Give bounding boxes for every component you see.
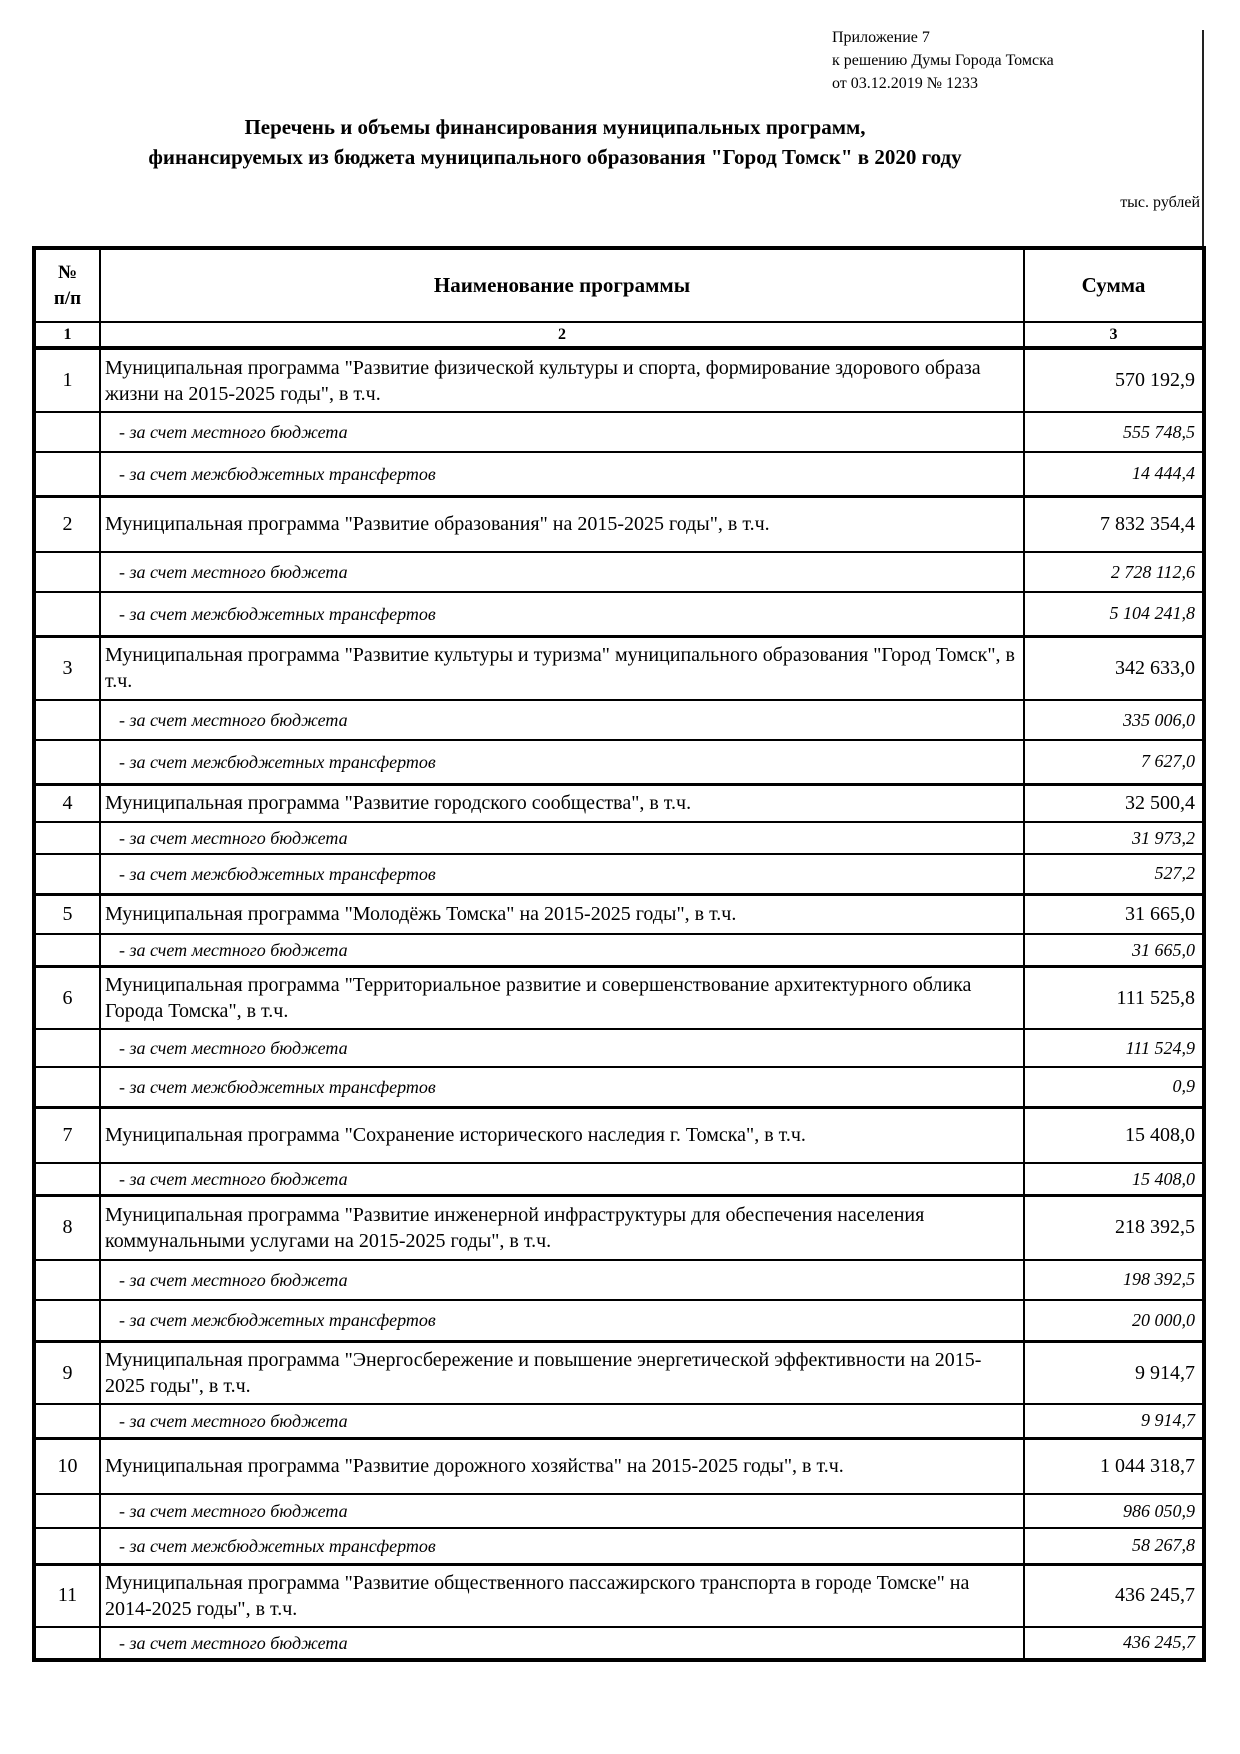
- amount-value: 7 627,0: [1024, 740, 1204, 784]
- row-number: 6: [34, 967, 100, 1030]
- funding-source-label: - за счет местного бюджета: [100, 700, 1024, 740]
- row-number: [34, 412, 100, 452]
- amount-value: 7 832 354,4: [1024, 496, 1204, 552]
- row-number: [34, 822, 100, 854]
- funding-source-label: - за счет местного бюджета: [100, 822, 1024, 854]
- program-name: Муниципальная программа "Развитие физической культуры и спорта, формирование здорового образа жизни на 2015-2025 годы", в т.ч.: [100, 348, 1024, 412]
- header-sum: Сумма: [1024, 248, 1204, 322]
- amount-value: 15 408,0: [1024, 1107, 1204, 1163]
- appendix-line-2: к решению Думы Города Томска: [832, 52, 1054, 69]
- program-name: Муниципальная программа "Развитие городского сообщества", в т.ч.: [100, 784, 1024, 822]
- amount-value: 9 914,7: [1024, 1404, 1204, 1438]
- amount-value: 14 444,4: [1024, 452, 1204, 496]
- column-number-2: 2: [100, 322, 1024, 348]
- funding-source-row: [34, 1528, 1204, 1564]
- funding-source-label: - за счет местного бюджета: [100, 1494, 1024, 1528]
- funding-source-label: - за счет межбюджетных трансфертов: [100, 1067, 1024, 1107]
- program-name: Муниципальная программа "Развитие культуры и туризма" муниципального образования "Город Томск", в т.ч.: [100, 636, 1024, 700]
- row-number: [34, 1300, 100, 1342]
- program-name: Муниципальная программа "Развитие инженерной инфраструктуры для обеспечения населения коммунальными услугами на 2015-2025 годы", в т.ч.: [100, 1196, 1024, 1260]
- program-name: Муниципальная программа "Территориальное развитие и совершенствование архитектурного облика Города Томска", в т.ч.: [100, 967, 1024, 1030]
- page-edge-line: [1202, 30, 1204, 246]
- appendix-line-1: Приложение 7: [832, 29, 930, 46]
- header-num: № п/п: [34, 248, 100, 322]
- program-row: [34, 1342, 1204, 1405]
- row-number: [34, 552, 100, 592]
- program-row: [34, 496, 1204, 552]
- amount-value: 111 524,9: [1024, 1029, 1204, 1067]
- row-number: 10: [34, 1438, 100, 1494]
- row-number: 9: [34, 1342, 100, 1405]
- funding-source-label: - за счет межбюджетных трансфертов: [100, 452, 1024, 496]
- appendix-line-3: от 03.12.2019 № 1233: [832, 75, 979, 92]
- column-number-1: 1: [34, 322, 100, 348]
- amount-value: 111 525,8: [1024, 967, 1204, 1030]
- program-row: [34, 1196, 1204, 1260]
- program-row: [34, 636, 1204, 700]
- funding-source-label: - за счет межбюджетных трансфертов: [100, 740, 1024, 784]
- funding-source-row: [34, 1029, 1204, 1067]
- funding-source-row: [34, 1163, 1204, 1196]
- row-number: 7: [34, 1107, 100, 1163]
- funding-source-row: [34, 1300, 1204, 1342]
- funding-source-row: [34, 700, 1204, 740]
- row-number: [34, 934, 100, 967]
- row-number: [34, 1404, 100, 1438]
- amount-value: 31 665,0: [1024, 894, 1204, 934]
- funding-source-row: [34, 1494, 1204, 1528]
- row-number: 2: [34, 496, 100, 552]
- row-number: [34, 1260, 100, 1300]
- funding-source-label: - за счет местного бюджета: [100, 1627, 1024, 1660]
- table-header-row: [34, 248, 1204, 322]
- amount-value: 9 914,7: [1024, 1342, 1204, 1405]
- amount-value: 31 973,2: [1024, 822, 1204, 854]
- document-title-line-2: финансируемых из бюджета муниципального образования "Город Томск" в 2020 году: [148, 145, 962, 169]
- amount-value: 986 050,9: [1024, 1494, 1204, 1528]
- funding-source-row: [34, 412, 1204, 452]
- program-name: Муниципальная программа "Развитие общественного пассажирского транспорта в городе Томске" на 2014-2025 годы", в т.ч.: [100, 1564, 1024, 1627]
- program-row: [34, 1564, 1204, 1627]
- amount-value: 32 500,4: [1024, 784, 1204, 822]
- funding-source-label: - за счет местного бюджета: [100, 1260, 1024, 1300]
- amount-value: 2 728 112,6: [1024, 552, 1204, 592]
- row-number: [34, 1528, 100, 1564]
- row-number: 1: [34, 348, 100, 412]
- amount-value: 31 665,0: [1024, 934, 1204, 967]
- row-number: [34, 740, 100, 784]
- funding-source-label: - за счет межбюджетных трансфертов: [100, 854, 1024, 894]
- column-number-3: 3: [1024, 322, 1204, 348]
- amount-value: 15 408,0: [1024, 1163, 1204, 1196]
- amount-value: 58 267,8: [1024, 1528, 1204, 1564]
- amount-value: 198 392,5: [1024, 1260, 1204, 1300]
- column-number-row: [34, 322, 1204, 348]
- row-number: 5: [34, 894, 100, 934]
- program-name: Муниципальная программа "Сохранение исторического наследия г. Томска", в т.ч.: [100, 1107, 1024, 1163]
- amount-value: 570 192,9: [1024, 348, 1204, 412]
- funding-source-row: [34, 452, 1204, 496]
- program-row: [34, 1107, 1204, 1163]
- amount-value: 20 000,0: [1024, 1300, 1204, 1342]
- row-number: [34, 1163, 100, 1196]
- funding-source-row: [34, 934, 1204, 967]
- row-number: [34, 1029, 100, 1067]
- row-number: 4: [34, 784, 100, 822]
- funding-source-row: [34, 740, 1204, 784]
- funding-source-label: - за счет межбюджетных трансфертов: [100, 592, 1024, 636]
- row-number: [34, 1627, 100, 1660]
- program-name: Муниципальная программа "Энергосбережение и повышение энергетической эффективности на 2015-2025 годы", в т.ч.: [100, 1342, 1024, 1405]
- amount-value: 335 006,0: [1024, 700, 1204, 740]
- program-row: [34, 894, 1204, 934]
- funding-source-row: [34, 854, 1204, 894]
- amount-value: 436 245,7: [1024, 1564, 1204, 1627]
- funding-source-row: [34, 1627, 1204, 1660]
- funding-source-row: [34, 1260, 1204, 1300]
- programs-table: [32, 246, 1206, 1662]
- amount-value: 218 392,5: [1024, 1196, 1204, 1260]
- document-title-line-1: Перечень и объемы финансирования муниципальных программ,: [244, 115, 866, 139]
- amount-value: 436 245,7: [1024, 1627, 1204, 1660]
- funding-source-label: - за счет местного бюджета: [100, 412, 1024, 452]
- document-title: [0, 112, 1110, 172]
- funding-source-label: - за счет местного бюджета: [100, 552, 1024, 592]
- funding-source-label: - за счет межбюджетных трансфертов: [100, 1300, 1024, 1342]
- funding-source-label: - за счет местного бюджета: [100, 1163, 1024, 1196]
- amount-value: 555 748,5: [1024, 412, 1204, 452]
- row-number: [34, 1494, 100, 1528]
- row-number: 11: [34, 1564, 100, 1627]
- row-number: 3: [34, 636, 100, 700]
- program-name: Муниципальная программа "Развитие дорожного хозяйства" на 2015-2025 годы", в т.ч.: [100, 1438, 1024, 1494]
- row-number: [34, 854, 100, 894]
- row-number: [34, 700, 100, 740]
- funding-source-label: - за счет местного бюджета: [100, 934, 1024, 967]
- row-number: [34, 592, 100, 636]
- appendix-note: [832, 26, 1054, 95]
- amount-value: 527,2: [1024, 854, 1204, 894]
- funding-source-row: [34, 1404, 1204, 1438]
- funding-source-label: - за счет межбюджетных трансфертов: [100, 1528, 1024, 1564]
- program-row: [34, 967, 1204, 1030]
- row-number: 8: [34, 1196, 100, 1260]
- funding-source-label: - за счет местного бюджета: [100, 1029, 1024, 1067]
- program-row: [34, 348, 1204, 412]
- program-name: Муниципальная программа "Молодёжь Томска" на 2015-2025 годы", в т.ч.: [100, 894, 1024, 934]
- table-body: [34, 348, 1204, 1660]
- funding-source-row: [34, 1067, 1204, 1107]
- program-row: [34, 1438, 1204, 1494]
- units-note: тыс. рублей: [1120, 194, 1200, 211]
- amount-value: 342 633,0: [1024, 636, 1204, 700]
- row-number: [34, 452, 100, 496]
- header-name: Наименование программы: [100, 248, 1024, 322]
- amount-value: 1 044 318,7: [1024, 1438, 1204, 1494]
- program-row: [34, 784, 1204, 822]
- funding-source-row: [34, 552, 1204, 592]
- amount-value: 0,9: [1024, 1067, 1204, 1107]
- amount-value: 5 104 241,8: [1024, 592, 1204, 636]
- row-number: [34, 1067, 100, 1107]
- program-name: Муниципальная программа "Развитие образования" на 2015-2025 годы", в т.ч.: [100, 496, 1024, 552]
- funding-source-label: - за счет местного бюджета: [100, 1404, 1024, 1438]
- funding-source-row: [34, 592, 1204, 636]
- funding-source-row: [34, 822, 1204, 854]
